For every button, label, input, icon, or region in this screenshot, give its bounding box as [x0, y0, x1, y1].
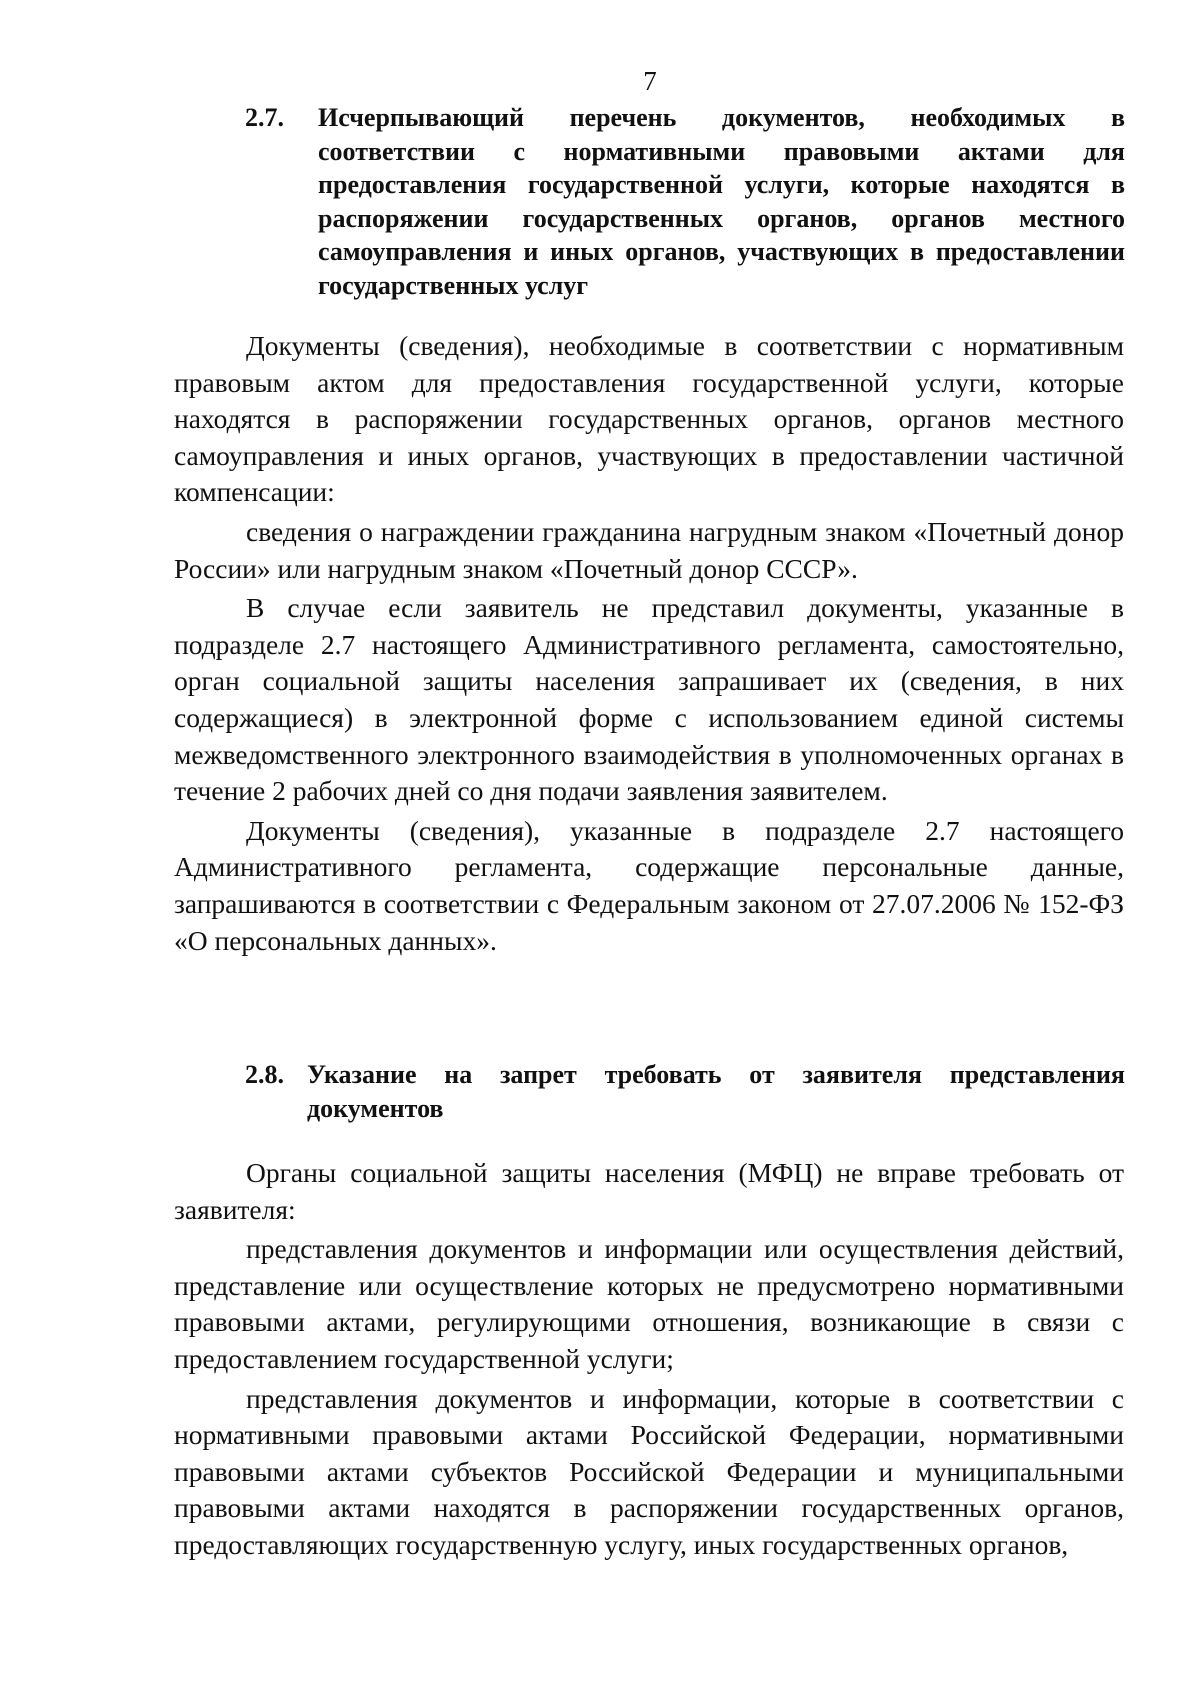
section-2-7-number: 2.7.	[245, 103, 284, 132]
section-2-8-title: Указание на запрет требовать от заявителя представления документов	[307, 1060, 1125, 1123]
section-2-8-body	[174, 1155, 1124, 1564]
section-2-7-heading	[245, 101, 1125, 303]
page-number: 7	[643, 66, 657, 96]
section-2-8-number: 2.8.	[245, 1060, 284, 1089]
paragraph: В случае если заявитель не представил документы, указанные в подразделе 2.7 настоящего Административного регламента, самостоятельно, орган социальной защиты населения запрашивает их (сведения, в них содержащиеся) в электронной форме с использованием единой системы межведомственного электронного взаимодействия в уполномоченных органах в течение 2 рабочих дней со дня подачи заявления заявителем.	[174, 592, 1124, 807]
section-2-7-title: Исчерпывающий перечень документов, необходимых в соответствии с нормативными правовыми актами для предоставления государственной услуги, которые находятся в распоряжении государственных органов, органов местного самоуправления и иных органов, участвующих в предоставлении государственных услуг	[318, 103, 1125, 300]
paragraph: сведения о награждении гражданина нагрудным знаком «Почетный донор России» или нагрудным знаком «Почетный донор СССР».	[174, 515, 1124, 584]
section-2-8-heading	[245, 1058, 1125, 1125]
paragraph: представления документов и информации или осуществления действий, представление или осуществление которых не предусмотрено нормативными правовыми актами, регулирующими отношения, возникающие в связи с предоставлением государственной услуги;	[174, 1233, 1124, 1374]
paragraph: Документы (сведения), необходимые в соответствии с нормативным правовым актом для предоставления государственной услуги, которые находятся в распоряжении государственных органов, органов местного самоуправления и иных органов, участвующих в предоставлении частичной компенсации:	[174, 330, 1124, 508]
paragraph: представления документов и информации, которые в соответствии с нормативными правовыми актами Российской Федерации, нормативными правовыми актами субъектов Российской Федерации и муниципальными правовыми актами находятся в распоряжении государственных органов, предоставляющих государственную услугу, иных государственных органов,	[174, 1382, 1124, 1560]
section-2-7-body	[174, 328, 1124, 959]
paragraph: Органы социальной защиты населения (МФЦ) не вправе требовать от заявителя:	[174, 1157, 1124, 1225]
paragraph: Документы (сведения), указанные в подразделе 2.7 настоящего Административного регламента, содержащие персональные данные, запрашиваются в соответствии с Федеральным законом от 27.07.2006 № 152-ФЗ «О персональных данных».	[174, 814, 1124, 956]
